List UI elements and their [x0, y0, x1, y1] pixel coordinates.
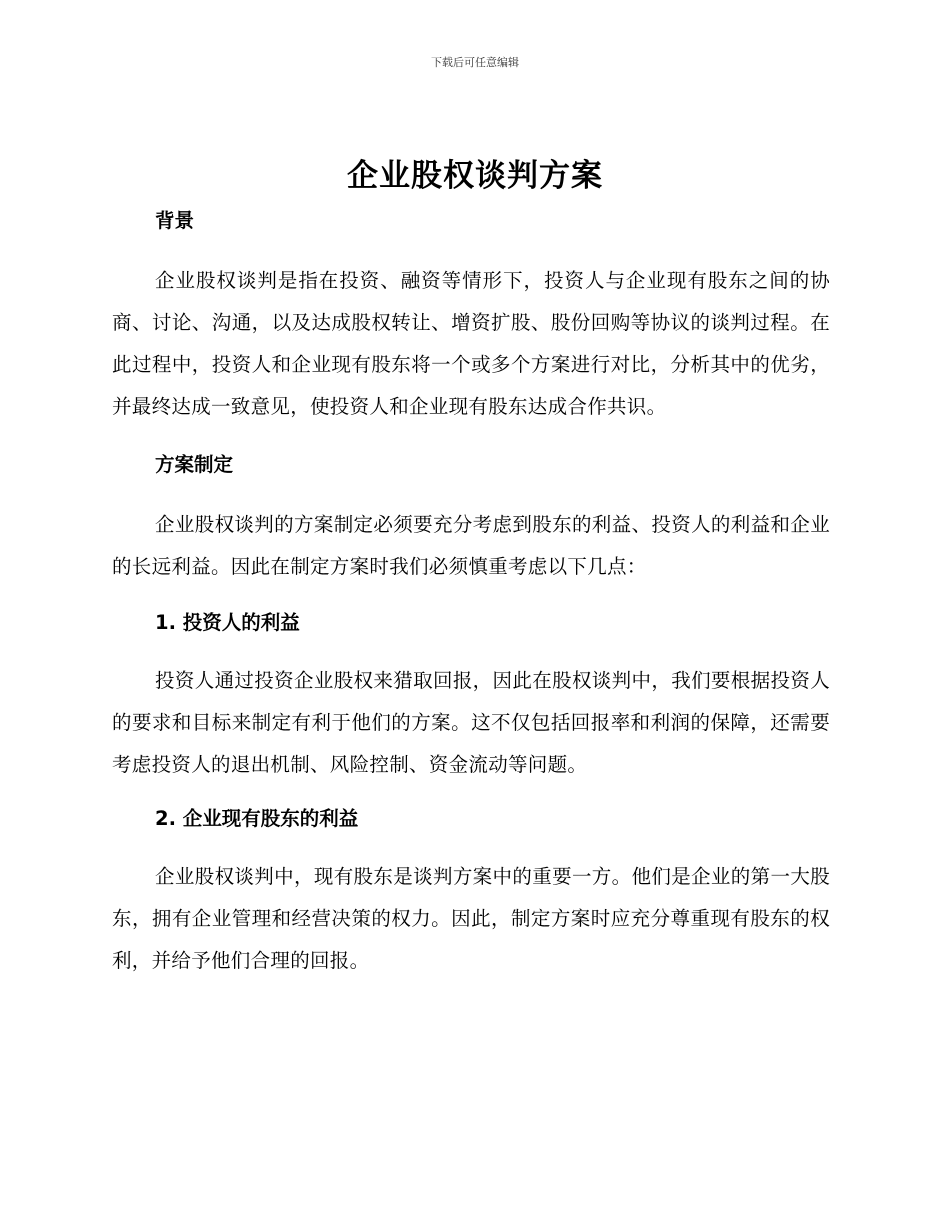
section-paragraph-shareholder-interest: 企业股权谈判中，现有股东是谈判方案中的重要一方。他们是企业的第一大股东，拥有企业管理和经营决策的权力。因此，制定方案时应充分尊重现有股东的权利，并给予他们合理的回报。 — [112, 865, 830, 972]
section-paragraph-investor-interest: 投资人通过投资企业股权来猎取回报，因此在股权谈判中，我们要根据投资人的要求和目标来制定有利于他们的方案。这不仅包括回报率和利润的保障，还需要考虑投资人的退出机制、风险控制、资金流动等问题。 — [112, 669, 830, 776]
section-paragraph-background: 企业股权谈判是指在投资、融资等情形下，投资人与企业现有股东之间的协商、讨论、沟通，以及达成股权转让、增资扩股、股份回购等协议的谈判过程。在此过程中，投资人和企业现有股东将一个或多个方案进行对比，分析其中的优劣，并最终达成一致意见，使投资人和企业现有股东达成合作共识。 — [112, 269, 830, 418]
section-heading-plan: 方案制定 — [155, 453, 234, 476]
page-header: 下载后可任意编辑 — [431, 56, 519, 69]
section-heading-background: 背景 — [155, 209, 195, 232]
section-heading-investor-interest: 1. 投资人的利益 — [155, 611, 300, 634]
document-body — [112, 200, 830, 982]
document-title: 企业股权谈判方案 — [347, 158, 603, 194]
section-heading-shareholder-interest: 2. 企业现有股东的利益 — [155, 807, 359, 830]
section-paragraph-plan: 企业股权谈判的方案制定必须要充分考虑到股东的利益、投资人的利益和企业的长远利益。因此在制定方案时我们必须慎重考虑以下几点： — [112, 513, 830, 578]
